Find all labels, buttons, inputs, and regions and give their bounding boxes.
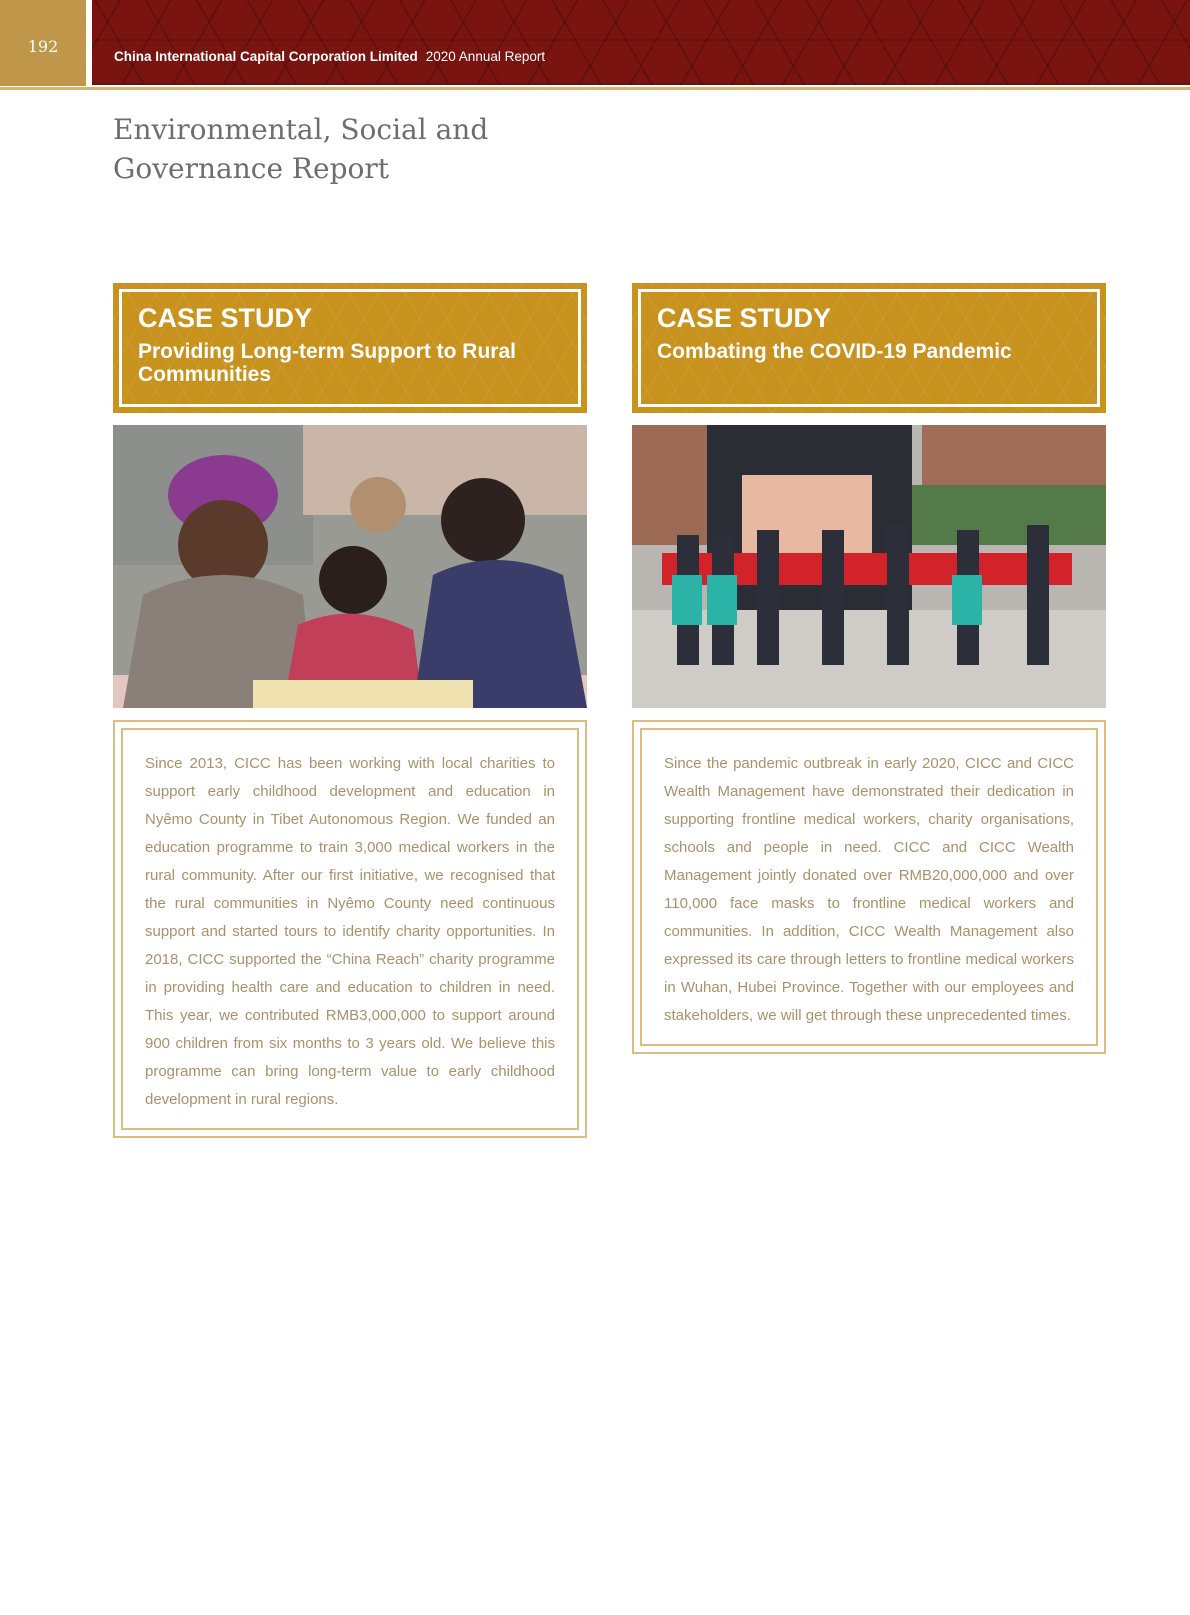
divider bbox=[87, 0, 90, 90]
case-study-title: Providing Long-term Support to Rural Communities bbox=[138, 340, 516, 386]
header-band bbox=[92, 0, 1190, 85]
page-title bbox=[113, 110, 488, 188]
case-study-header-covid bbox=[632, 283, 1106, 413]
page-title-line1: Environmental, Social and bbox=[113, 113, 489, 146]
case-study-body: Since 2013, CICC has been working with local charities to support early childhood development and education in Nyêmo County in Tibet Autonomous Region. We funded an education programme to train 3,000 medical workers in the rural community. After our first initiative, we recognised that the rural communities in Nyêmo County need continuous support and started tours to identify charity opportunities. In 2018, CICC supported the “China Reach” charity programme in providing health care and education to children in need. This year, we contributed RMB3,000,000 to support around 900 children from six months to 3 years old. We believe this programme can bring long-term value to early childhood development in rural regions. bbox=[121, 728, 579, 1130]
page-number: 192 bbox=[0, 0, 86, 86]
donation-truck-group-photo bbox=[632, 425, 1106, 708]
case-study-body: Since the pandemic outbreak in early 2020, CICC and CICC Wealth Management have demonstrated their dedication in supporting frontline medical workers, charity organisations, schools and people in need. CICC and CICC Wealth Management jointly donated over RMB20,000,000 and over 110,000 face masks to frontline medical workers and communities. In addition, CICC Wealth Management also expressed its care through letters to frontline medical workers in Wuhan, Hubei Province. Together with our employees and stakeholders, we will get through these unprecedented times. bbox=[640, 728, 1098, 1046]
header-rule bbox=[0, 87, 1190, 90]
case-study-label: CASE STUDY bbox=[138, 303, 313, 333]
case-study-label: CASE STUDY bbox=[657, 303, 832, 333]
case-study-title: Combating the COVID-19 Pandemic bbox=[657, 340, 1012, 363]
case-study-header-rural bbox=[113, 283, 587, 413]
case-study-body-box bbox=[113, 720, 587, 1138]
case-study-body-box bbox=[632, 720, 1106, 1054]
company-name: China International Capital Corporation Limited bbox=[114, 49, 418, 64]
woman-and-child-reading-photo bbox=[113, 425, 587, 708]
page-title-line2: Governance Report bbox=[113, 152, 389, 185]
report-name: 2020 Annual Report bbox=[425, 49, 546, 64]
header-text bbox=[114, 49, 545, 64]
